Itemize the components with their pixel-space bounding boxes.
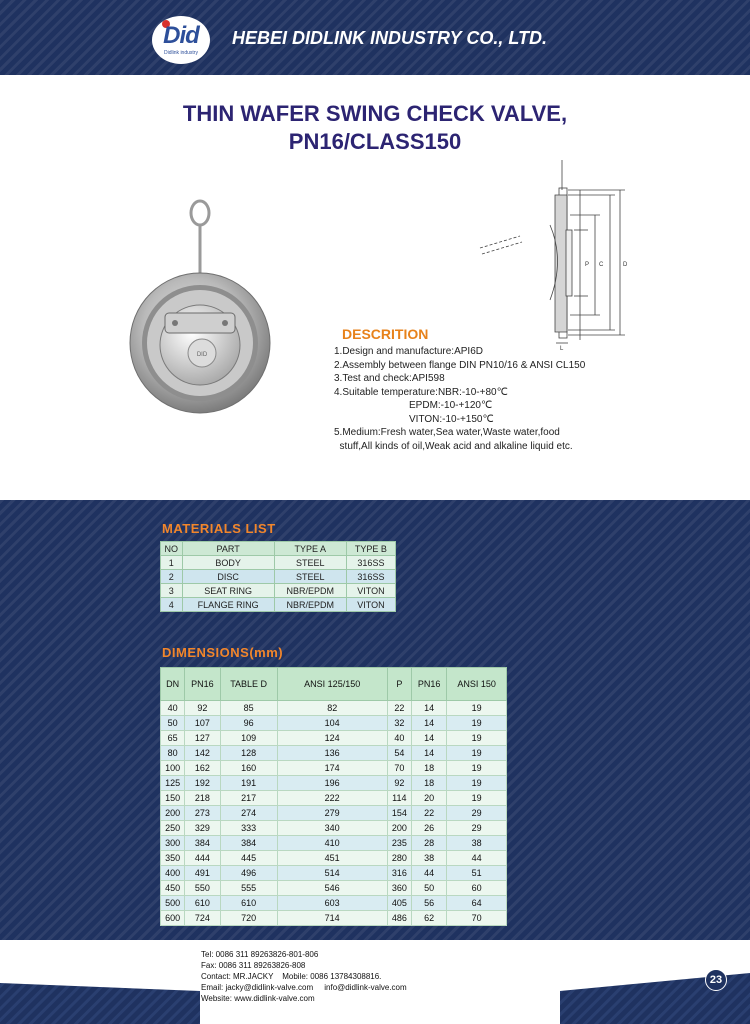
logo-text: Did bbox=[163, 22, 199, 49]
cell-ansi-125-150: 104 bbox=[277, 716, 387, 731]
cell-pn16: 329 bbox=[185, 821, 220, 836]
materials-body bbox=[161, 556, 396, 612]
table-row bbox=[161, 556, 396, 570]
cell-dn: 125 bbox=[161, 776, 185, 791]
dimensions-body bbox=[161, 701, 507, 926]
table-row bbox=[161, 761, 507, 776]
contact-website: Website: www.didlink-valve.com bbox=[201, 994, 315, 1003]
cell-type-a: NBR/EPDM bbox=[274, 598, 346, 612]
description-line: 4.Suitable temperature:NBR:-10-+80℃ bbox=[334, 386, 508, 398]
cell-ansi-125-150: 410 bbox=[277, 836, 387, 851]
cell-ansi-150: 19 bbox=[447, 716, 507, 731]
materials-table bbox=[160, 541, 396, 612]
company-logo bbox=[152, 16, 210, 64]
cell-p: 486 bbox=[387, 911, 411, 926]
cell-dn: 350 bbox=[161, 851, 185, 866]
drawing-label-d: D bbox=[623, 262, 628, 268]
cell-part: DISC bbox=[182, 570, 274, 584]
table-row bbox=[161, 584, 396, 598]
cell-pn16: 550 bbox=[185, 881, 220, 896]
cell-pn16-thickness: 20 bbox=[411, 791, 446, 806]
cell-pn16-thickness: 44 bbox=[411, 866, 446, 881]
cell-table-d: 384 bbox=[220, 836, 277, 851]
cell-table-d: 96 bbox=[220, 716, 277, 731]
cell-pn16: 192 bbox=[185, 776, 220, 791]
table-row bbox=[161, 791, 507, 806]
cell-type-a: STEEL bbox=[274, 570, 346, 584]
cell-table-d: 85 bbox=[220, 701, 277, 716]
cell-pn16-thickness: 18 bbox=[411, 761, 446, 776]
cell-pn16-thickness: 22 bbox=[411, 806, 446, 821]
materials-header-row bbox=[161, 542, 396, 556]
dimensions-header-p: P bbox=[387, 668, 411, 701]
table-row bbox=[161, 731, 507, 746]
cell-no: 3 bbox=[161, 584, 183, 598]
cell-pn16-thickness: 18 bbox=[411, 776, 446, 791]
contact-tel: Tel: 0086 311 89263826-801-806 bbox=[201, 950, 319, 959]
cell-pn16: 218 bbox=[185, 791, 220, 806]
cell-table-d: 274 bbox=[220, 806, 277, 821]
description-heading: DESCRITION bbox=[342, 326, 429, 342]
technical-drawing bbox=[470, 150, 640, 350]
cell-type-b: 316SS bbox=[346, 570, 395, 584]
description-line: 2.Assembly between flange DIN PN10/16 & ANSI CL150 bbox=[334, 359, 586, 371]
cell-ansi-125-150: 136 bbox=[277, 746, 387, 761]
materials-header-no: NO bbox=[161, 542, 183, 556]
contact-block bbox=[201, 949, 407, 1004]
dimensions-header-pn16: PN16 bbox=[185, 668, 220, 701]
cell-pn16: 491 bbox=[185, 866, 220, 881]
table-row bbox=[161, 896, 507, 911]
cell-p: 280 bbox=[387, 851, 411, 866]
cell-ansi-150: 19 bbox=[447, 731, 507, 746]
table-row bbox=[161, 836, 507, 851]
table-row bbox=[161, 570, 396, 584]
cell-pn16-thickness: 26 bbox=[411, 821, 446, 836]
contact-fax: Fax: 0086 311 89263826-808 bbox=[201, 961, 306, 970]
cell-part: FLANGE RING bbox=[182, 598, 274, 612]
cell-table-d: 555 bbox=[220, 881, 277, 896]
cell-no: 1 bbox=[161, 556, 183, 570]
contact-email: Email: jacky@didlink-valve.com info@didlink-valve.com bbox=[201, 983, 407, 992]
cell-pn16-thickness: 14 bbox=[411, 731, 446, 746]
table-row bbox=[161, 746, 507, 761]
cell-ansi-150: 38 bbox=[447, 836, 507, 851]
title-line-2: PN16/CLASS150 bbox=[288, 129, 462, 154]
cell-ansi-125-150: 514 bbox=[277, 866, 387, 881]
page-number: 23 bbox=[705, 969, 727, 991]
cell-ansi-125-150: 82 bbox=[277, 701, 387, 716]
logo-subtext: Didlink industry bbox=[164, 50, 198, 56]
cell-dn: 500 bbox=[161, 896, 185, 911]
materials-header-type-b: TYPE B bbox=[346, 542, 395, 556]
cell-p: 114 bbox=[387, 791, 411, 806]
cell-pn16-thickness: 62 bbox=[411, 911, 446, 926]
cell-type-a: NBR/EPDM bbox=[274, 584, 346, 598]
description-block bbox=[334, 326, 585, 453]
cell-table-d: 610 bbox=[220, 896, 277, 911]
cell-pn16: 127 bbox=[185, 731, 220, 746]
dimensions-header-table-d: TABLE D bbox=[220, 668, 277, 701]
cell-ansi-125-150: 340 bbox=[277, 821, 387, 836]
company-name: HEBEI DIDLINK INDUSTRY CO., LTD. bbox=[232, 28, 548, 48]
materials-header-part: PART bbox=[182, 542, 274, 556]
table-row bbox=[161, 598, 396, 612]
cell-ansi-150: 51 bbox=[447, 866, 507, 881]
contact-person: Contact: MR.JACKY Mobile: 0086 13784308816. bbox=[201, 972, 382, 981]
cell-part: SEAT RING bbox=[182, 584, 274, 598]
cell-ansi-125-150: 196 bbox=[277, 776, 387, 791]
cell-ansi-150: 29 bbox=[447, 806, 507, 821]
cell-dn: 250 bbox=[161, 821, 185, 836]
cell-p: 92 bbox=[387, 776, 411, 791]
cell-table-d: 128 bbox=[220, 746, 277, 761]
cell-ansi-150: 19 bbox=[447, 701, 507, 716]
cell-pn16: 107 bbox=[185, 716, 220, 731]
cell-p: 70 bbox=[387, 761, 411, 776]
dimensions-header-pn16-thickness: PN16 bbox=[411, 668, 446, 701]
cell-ansi-150: 19 bbox=[447, 746, 507, 761]
cell-dn: 50 bbox=[161, 716, 185, 731]
dimensions-header-dn: DN bbox=[161, 668, 185, 701]
cell-table-d: 217 bbox=[220, 791, 277, 806]
cell-ansi-150: 19 bbox=[447, 761, 507, 776]
cell-table-d: 720 bbox=[220, 911, 277, 926]
cell-p: 22 bbox=[387, 701, 411, 716]
cell-ansi-125-150: 222 bbox=[277, 791, 387, 806]
cell-dn: 100 bbox=[161, 761, 185, 776]
cell-type-b: VITON bbox=[346, 598, 395, 612]
drawing-label-p: P bbox=[585, 262, 590, 268]
cell-dn: 300 bbox=[161, 836, 185, 851]
description-line: EPDM:-10-+120℃ bbox=[334, 400, 493, 411]
description-line: 5.Medium:Fresh water,Sea water,Waste water,food bbox=[334, 427, 560, 438]
table-row bbox=[161, 881, 507, 896]
description-line: 3.Test and check:API598 bbox=[334, 373, 445, 384]
cell-ansi-125-150: 174 bbox=[277, 761, 387, 776]
table-row bbox=[161, 701, 507, 716]
cell-dn: 600 bbox=[161, 911, 185, 926]
cell-dn: 400 bbox=[161, 866, 185, 881]
cell-p: 200 bbox=[387, 821, 411, 836]
title-line-1: THIN WAFER SWING CHECK VALVE, bbox=[182, 101, 568, 126]
cell-p: 40 bbox=[387, 731, 411, 746]
cell-p: 154 bbox=[387, 806, 411, 821]
table-row bbox=[161, 821, 507, 836]
description-line: 1.Design and manufacture:API6D bbox=[334, 346, 483, 357]
dimensions-table bbox=[160, 667, 507, 926]
materials-title: MATERIALS LIST bbox=[162, 521, 276, 536]
cell-pn16-thickness: 14 bbox=[411, 716, 446, 731]
cell-pn16: 92 bbox=[185, 701, 220, 716]
cell-dn: 40 bbox=[161, 701, 185, 716]
cell-table-d: 445 bbox=[220, 851, 277, 866]
cell-table-d: 496 bbox=[220, 866, 277, 881]
cell-p: 32 bbox=[387, 716, 411, 731]
cell-part: BODY bbox=[182, 556, 274, 570]
header-band bbox=[0, 0, 750, 75]
cell-table-d: 191 bbox=[220, 776, 277, 791]
cell-ansi-150: 19 bbox=[447, 776, 507, 791]
cell-type-b: 316SS bbox=[346, 556, 395, 570]
cell-p: 235 bbox=[387, 836, 411, 851]
cell-no: 4 bbox=[161, 598, 183, 612]
cell-no: 2 bbox=[161, 570, 183, 584]
photo-mark: DID bbox=[196, 352, 208, 358]
cell-dn: 200 bbox=[161, 806, 185, 821]
cell-pn16-thickness: 14 bbox=[411, 746, 446, 761]
cell-pn16: 444 bbox=[185, 851, 220, 866]
drawing-label-c: C bbox=[599, 262, 604, 268]
drawing-label-l: L bbox=[560, 346, 564, 350]
cell-pn16-thickness: 14 bbox=[411, 701, 446, 716]
cell-dn: 450 bbox=[161, 881, 185, 896]
cell-pn16: 724 bbox=[185, 911, 220, 926]
dimensions-header-ansi-125-150: ANSI 125/150 bbox=[277, 668, 387, 701]
cell-p: 316 bbox=[387, 866, 411, 881]
cell-ansi-150: 60 bbox=[447, 881, 507, 896]
cell-dn: 150 bbox=[161, 791, 185, 806]
cell-ansi-125-150: 714 bbox=[277, 911, 387, 926]
cell-table-d: 160 bbox=[220, 761, 277, 776]
cell-pn16-thickness: 56 bbox=[411, 896, 446, 911]
cell-ansi-150: 19 bbox=[447, 791, 507, 806]
materials-header-type-a: TYPE A bbox=[274, 542, 346, 556]
cell-ansi-150: 29 bbox=[447, 821, 507, 836]
cell-type-b: VITON bbox=[346, 584, 395, 598]
cell-p: 360 bbox=[387, 881, 411, 896]
cell-pn16: 142 bbox=[185, 746, 220, 761]
dimensions-header-ansi-150: ANSI 150 bbox=[447, 668, 507, 701]
table-row bbox=[161, 866, 507, 881]
description-line: VITON:-10-+150℃ bbox=[334, 413, 494, 425]
cell-ansi-150: 44 bbox=[447, 851, 507, 866]
dimensions-header-row bbox=[161, 668, 507, 701]
cell-dn: 65 bbox=[161, 731, 185, 746]
cell-ansi-125-150: 279 bbox=[277, 806, 387, 821]
cell-p: 54 bbox=[387, 746, 411, 761]
cell-ansi-125-150: 546 bbox=[277, 881, 387, 896]
cell-ansi-125-150: 124 bbox=[277, 731, 387, 746]
table-row bbox=[161, 911, 507, 926]
table-row bbox=[161, 851, 507, 866]
cell-pn16: 162 bbox=[185, 761, 220, 776]
cell-ansi-125-150: 451 bbox=[277, 851, 387, 866]
cell-pn16: 384 bbox=[185, 836, 220, 851]
cell-dn: 80 bbox=[161, 746, 185, 761]
cell-pn16-thickness: 50 bbox=[411, 881, 446, 896]
cell-pn16-thickness: 38 bbox=[411, 851, 446, 866]
table-row bbox=[161, 716, 507, 731]
cell-ansi-150: 70 bbox=[447, 911, 507, 926]
cell-pn16: 273 bbox=[185, 806, 220, 821]
cell-ansi-150: 64 bbox=[447, 896, 507, 911]
cell-pn16-thickness: 28 bbox=[411, 836, 446, 851]
cell-ansi-125-150: 603 bbox=[277, 896, 387, 911]
cell-p: 405 bbox=[387, 896, 411, 911]
table-row bbox=[161, 776, 507, 791]
cell-pn16: 610 bbox=[185, 896, 220, 911]
table-row bbox=[161, 806, 507, 821]
cell-table-d: 109 bbox=[220, 731, 277, 746]
valve-photo bbox=[120, 185, 290, 415]
cell-type-a: STEEL bbox=[274, 556, 346, 570]
description-line: stuff,All kinds of oil,Weak acid and alkaline liquid etc. bbox=[334, 440, 573, 452]
dimensions-title: DIMENSIONS(mm) bbox=[162, 645, 284, 660]
cell-table-d: 333 bbox=[220, 821, 277, 836]
page-title bbox=[0, 100, 750, 156]
